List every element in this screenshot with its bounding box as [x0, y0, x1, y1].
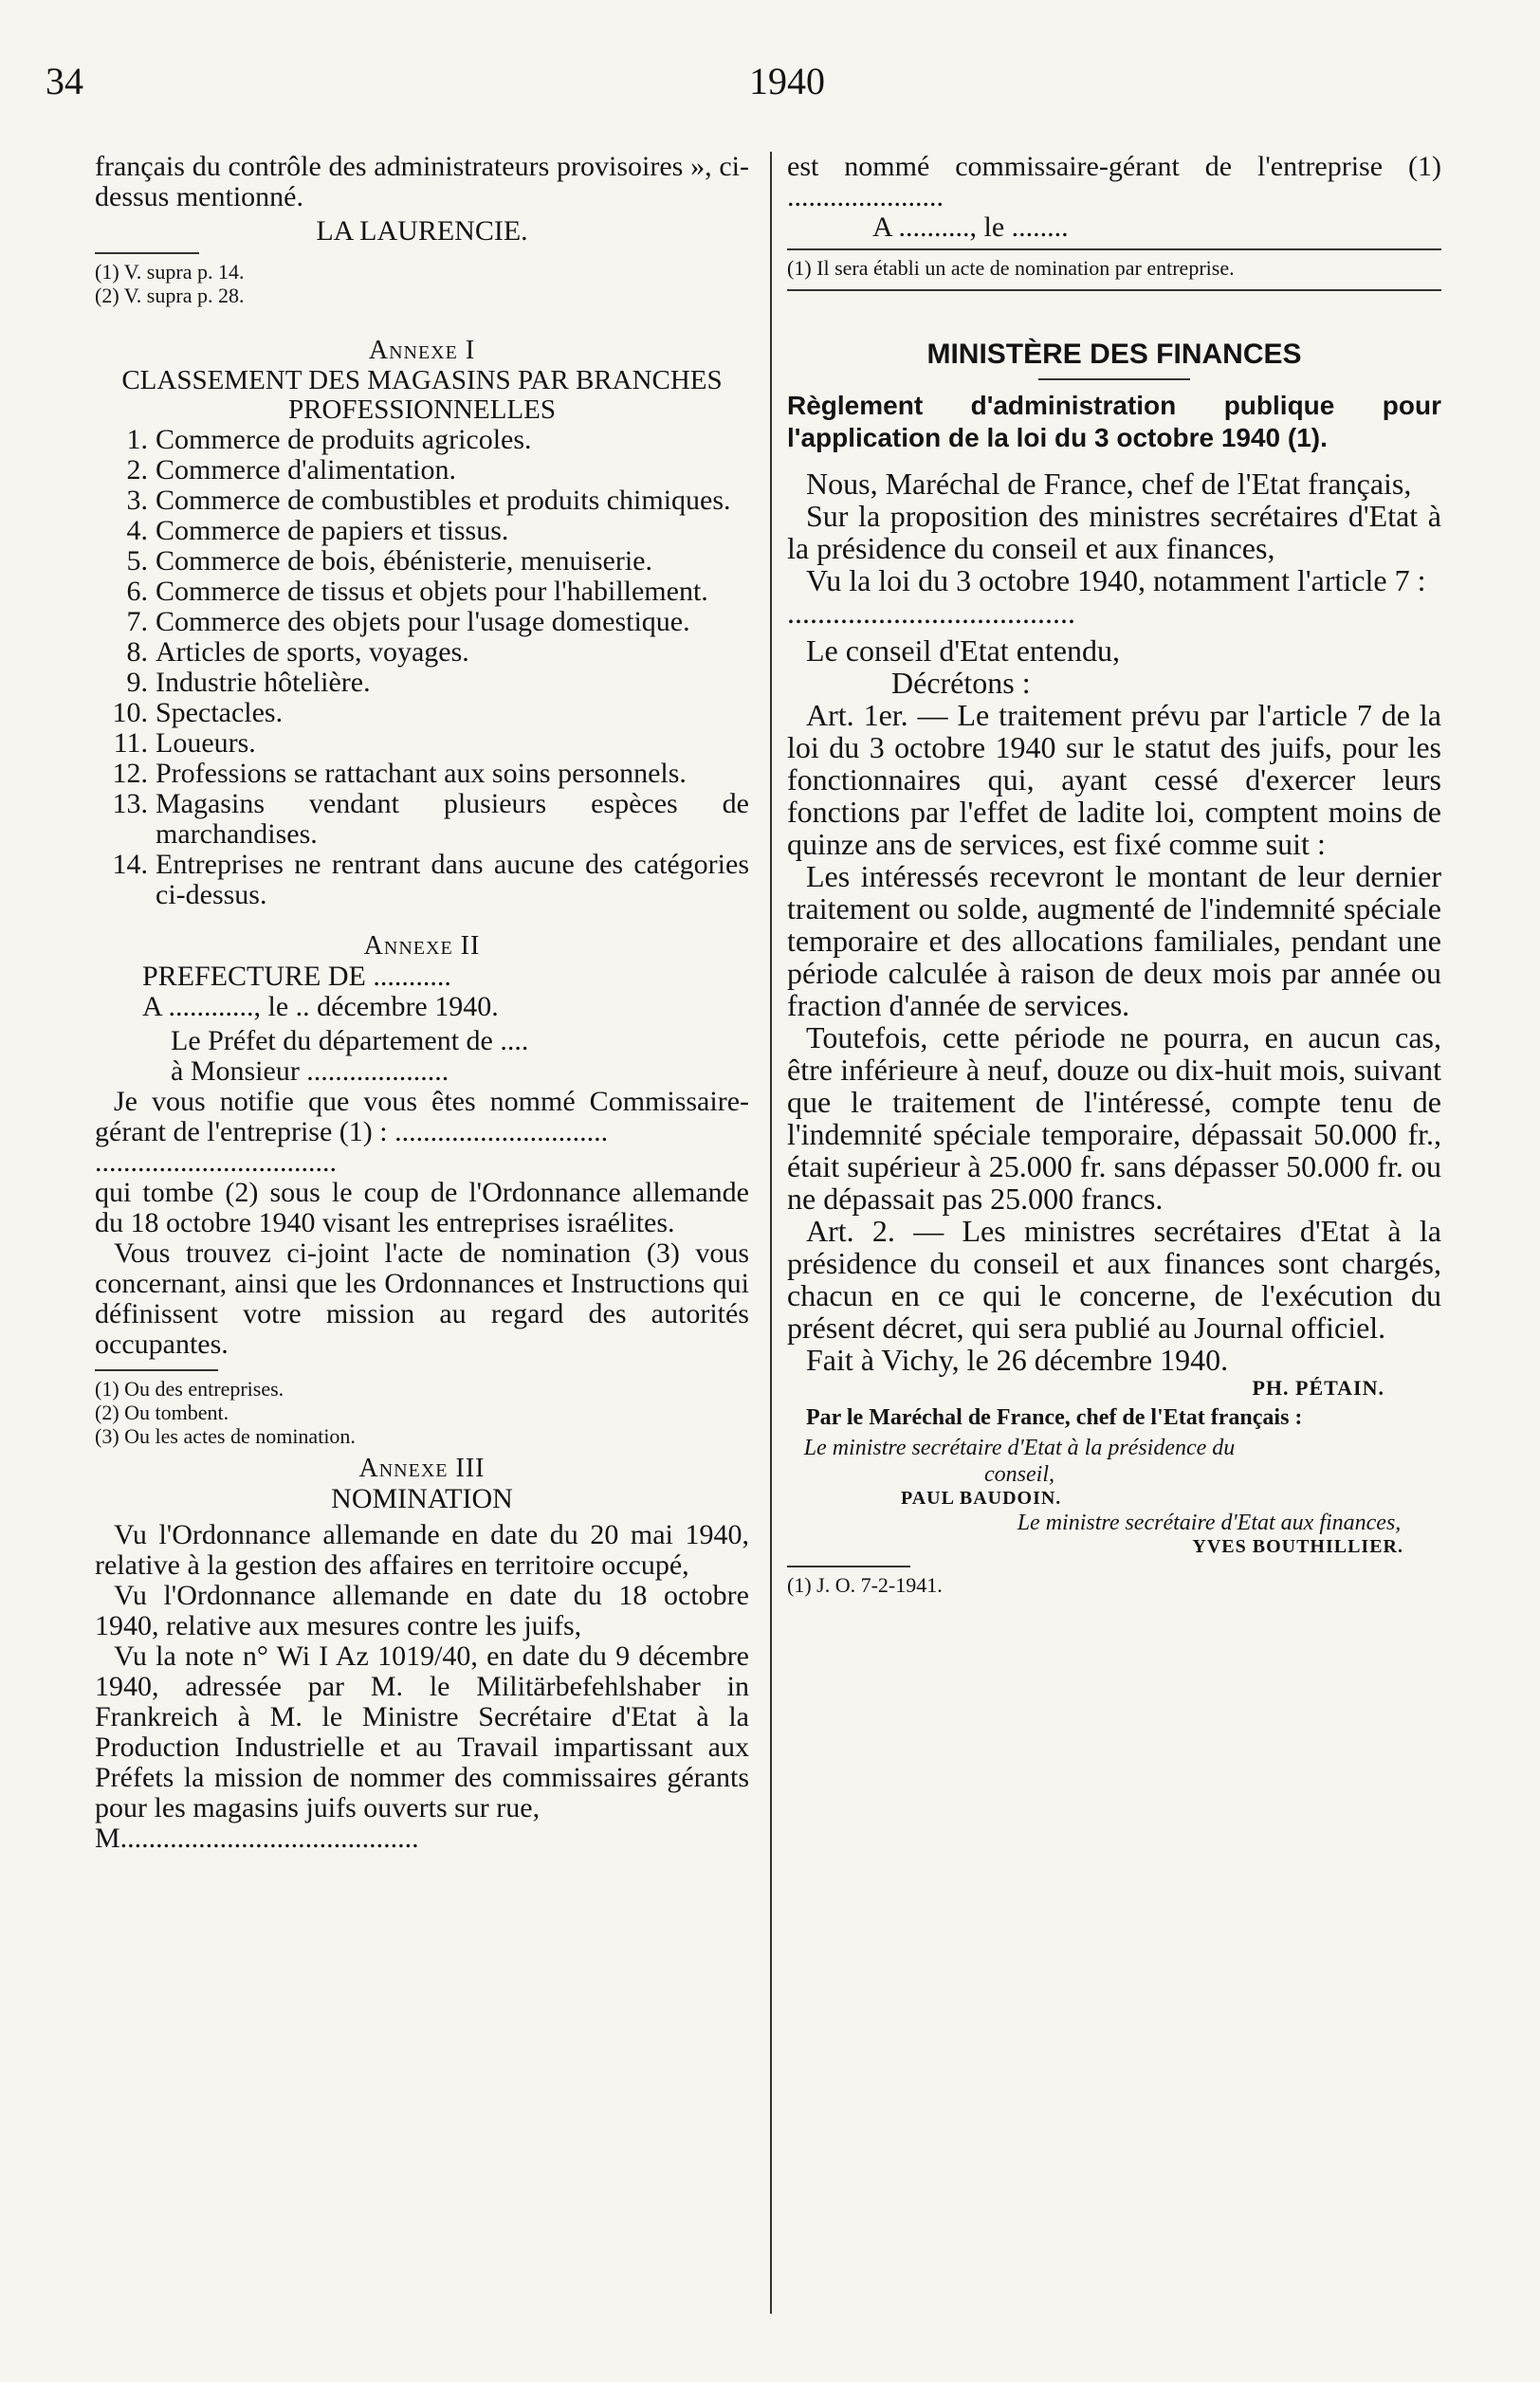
page-number: 34: [46, 60, 83, 102]
nomination-para: Vu l'Ordonnance allemande en date du 18 octobre 1940, relative aux mesures contre les juifs,: [95, 1580, 749, 1641]
prefecture-line: PREFECTURE DE ...........: [142, 961, 451, 992]
left-column: [95, 152, 749, 1854]
footnote: (1) Il sera établi un acte de nomination par entreprise.: [787, 256, 1235, 280]
section-divider: [787, 289, 1441, 291]
branch-list: [95, 425, 749, 910]
footnote-divider: [95, 1369, 218, 1371]
title-divider: [1038, 378, 1190, 380]
nomination-para: Vu la note n° Wi I Az 1019/40, en date du 9 décembre 1940, adressée par M. le Militärbefehlshaber in Frankreich à M. le Ministre Secrétaire d'Etat à la Production Industrielle et au Travail impartissant aux Préfets la mission de nommer des commissaires gérants pour les magasins juifs ouverts sur rue,: [95, 1640, 749, 1823]
page-year: 1940: [749, 60, 825, 102]
a-date-line: A .........., le ........: [872, 211, 1069, 243]
article-2: Art. 2. — Les ministres secrétaires d'Etat à la présidence du conseil et aux finances sont chargés, chacun en ce qui le concerne, de l'exécution du présent décret, qui sera publié au Journal officiel.: [787, 1214, 1441, 1345]
minister-2: Le ministre secrétaire d'Etat aux finances,: [1017, 1511, 1402, 1535]
signature-bouthillier: YVES BOUTHILLIER.: [1192, 1536, 1403, 1557]
footnote: (3) Ou les actes de nomination.: [95, 1424, 356, 1448]
list-item: 1. Commerce de produits agricoles.: [126, 424, 532, 455]
nomination-para: Vu l'Ordonnance allemande en date du 20 mai 1940, relative à la gestion des affaires en territoire occupé,: [95, 1519, 749, 1581]
annexe-3-title: NOMINATION: [331, 1483, 513, 1514]
list-item: 14. Entreprises ne rentrant dans aucune des catégories ci-dessus.: [112, 849, 749, 910]
article-1: Art. 1er. — Le traitement prévu par l'article 7 de la loi du 3 octobre 1940 sur le statut des juifs, pour les fonctionnaires qui, ayant cessé d'exercer leurs fonctions par l'effet de ladite loi, comptent moins de quinze ans de services, est fixé comme suit :: [787, 698, 1441, 861]
dots-line: ......................................: [787, 596, 1075, 630]
footnote: (2) V. supra p. 28.: [95, 284, 245, 307]
column-divider: [770, 152, 772, 2314]
decree-para: Le conseil d'Etat entendu,: [806, 633, 1120, 668]
decree-para: Vu la loi du 3 octobre 1940, notamment l'article 7 :: [806, 563, 1426, 597]
trouvez-para: Vous trouvez ci-joint l'acte de nomination (3) vous concernant, ainsi que les Ordonnances et Instructions qui définissent votre mission au regard des autorités occupantes.: [95, 1237, 749, 1360]
signature-baudoin: PAUL BAUDOIN.: [901, 1488, 1062, 1509]
fait-line: Fait à Vichy, le 26 décembre 1940.: [806, 1343, 1229, 1377]
notification-para: Je vous notifie que vous êtes nommé Commissaire-gérant de l'entreprise (1) : ..............................: [95, 1086, 749, 1147]
list-item: 6. Commerce de tissus et objets pour l'habillement.: [126, 576, 708, 607]
par-le-marechal: Par le Maréchal de France, chef de l'Etat français :: [806, 1405, 1303, 1430]
list-item: 8. Articles de sports, voyages.: [126, 636, 469, 668]
annexe-3-label: Annexe III: [358, 1454, 486, 1483]
decree-para: Toutefois, cette période ne pourra, en aucun cas, être inférieure à neuf, douze ou dix-huit mois, suivant que le traitement de l'intéressé, compte tenu de l'indemnité spéciale temporaire, dépassait 50.000 fr., était supérieur à 25.000 fr. sans dépasser 50.000 fr. ou ne dépassait pas 25.000 francs.: [787, 1020, 1441, 1216]
date-line: A ............, le .. décembre 1940.: [142, 991, 499, 1022]
minister-1: Le ministre secrétaire d'Etat à la présidence du conseil,: [803, 1436, 1236, 1487]
m-line: M..........................................: [95, 1823, 419, 1854]
regulation-title: Règlement d'administration publique pour l'application de la loi du 3 octobre 1940 (1).: [787, 391, 1441, 452]
footnote: (1) J. O. 7-2-1941.: [787, 1573, 943, 1597]
annexe-1-title: CLASSEMENT DES MAGASINS PAR BRANCHES PROFESSIONNELLES: [121, 365, 723, 425]
decree-para: Les intéressés recevront le montant de leur dernier traitement ou solde, augmenté de l'indemnité spéciale temporaire et des allocations familiales, pendant une période calculée à raison de deux mois par année ou fraction d'année de services.: [787, 859, 1441, 1022]
list-item: 11. Loueurs.: [113, 727, 256, 759]
signature-laurencie: LA LAURENCIE.: [316, 215, 528, 247]
nomme-line: est nommé commissaire-gérant de l'entreprise (1) ......................: [787, 151, 1441, 212]
list-item: 7. Commerce des objets pour l'usage domestique.: [126, 606, 690, 637]
list-item: 10. Spectacles.: [112, 697, 284, 728]
monsieur-line: à Monsieur ....................: [171, 1055, 449, 1087]
footnote-divider: [787, 1566, 910, 1567]
intro-text: français du contrôle des administrateurs provisoires », ci-dessus mentionné.: [95, 151, 749, 212]
footnote-divider: [787, 248, 1441, 250]
dots-line: ..................................: [95, 1146, 337, 1178]
list-item: 2. Commerce d'alimentation.: [126, 454, 456, 486]
list-item: 12. Professions se rattachant aux soins personnels.: [112, 758, 687, 789]
list-item: 13. Magasins vendant plusieurs espèces de marchandises.: [112, 788, 749, 850]
tombe-para: qui tombe (2) sous le coup de l'Ordonnance allemande du 18 octobre 1940 visant les entreprises israélites.: [95, 1177, 749, 1238]
list-item: 3. Commerce de combustibles et produits chimiques.: [126, 485, 731, 516]
right-column: [787, 152, 1441, 1597]
decree-para: Sur la proposition des ministres secrétaires d'Etat à la présidence du conseil et aux finances,: [787, 499, 1441, 565]
annexe-2-label: Annexe II: [363, 931, 481, 961]
ministry-title: MINISTÈRE DES FINANCES: [926, 339, 1302, 370]
footnote-divider: [95, 252, 199, 254]
list-item: 4. Commerce de papiers et tissus.: [126, 515, 509, 546]
annexe-1-label: Annexe I: [368, 336, 476, 365]
decretons-line: Décrétons :: [891, 666, 1031, 700]
list-item: 5. Commerce de bois, ébénisterie, menuiserie.: [126, 545, 652, 577]
list-item: 9. Industrie hôtelière.: [126, 667, 371, 698]
prefet-line: Le Préfet du département de ....: [171, 1025, 529, 1056]
decree-para: Nous, Maréchal de France, chef de l'Etat français,: [806, 467, 1412, 501]
signature-petain: PH. PÉTAIN.: [1252, 1376, 1384, 1400]
footnote: (1) V. supra p. 14.: [95, 260, 245, 284]
footnote: (2) Ou tombent.: [95, 1401, 229, 1424]
footnote: (1) Ou des entreprises.: [95, 1377, 284, 1401]
